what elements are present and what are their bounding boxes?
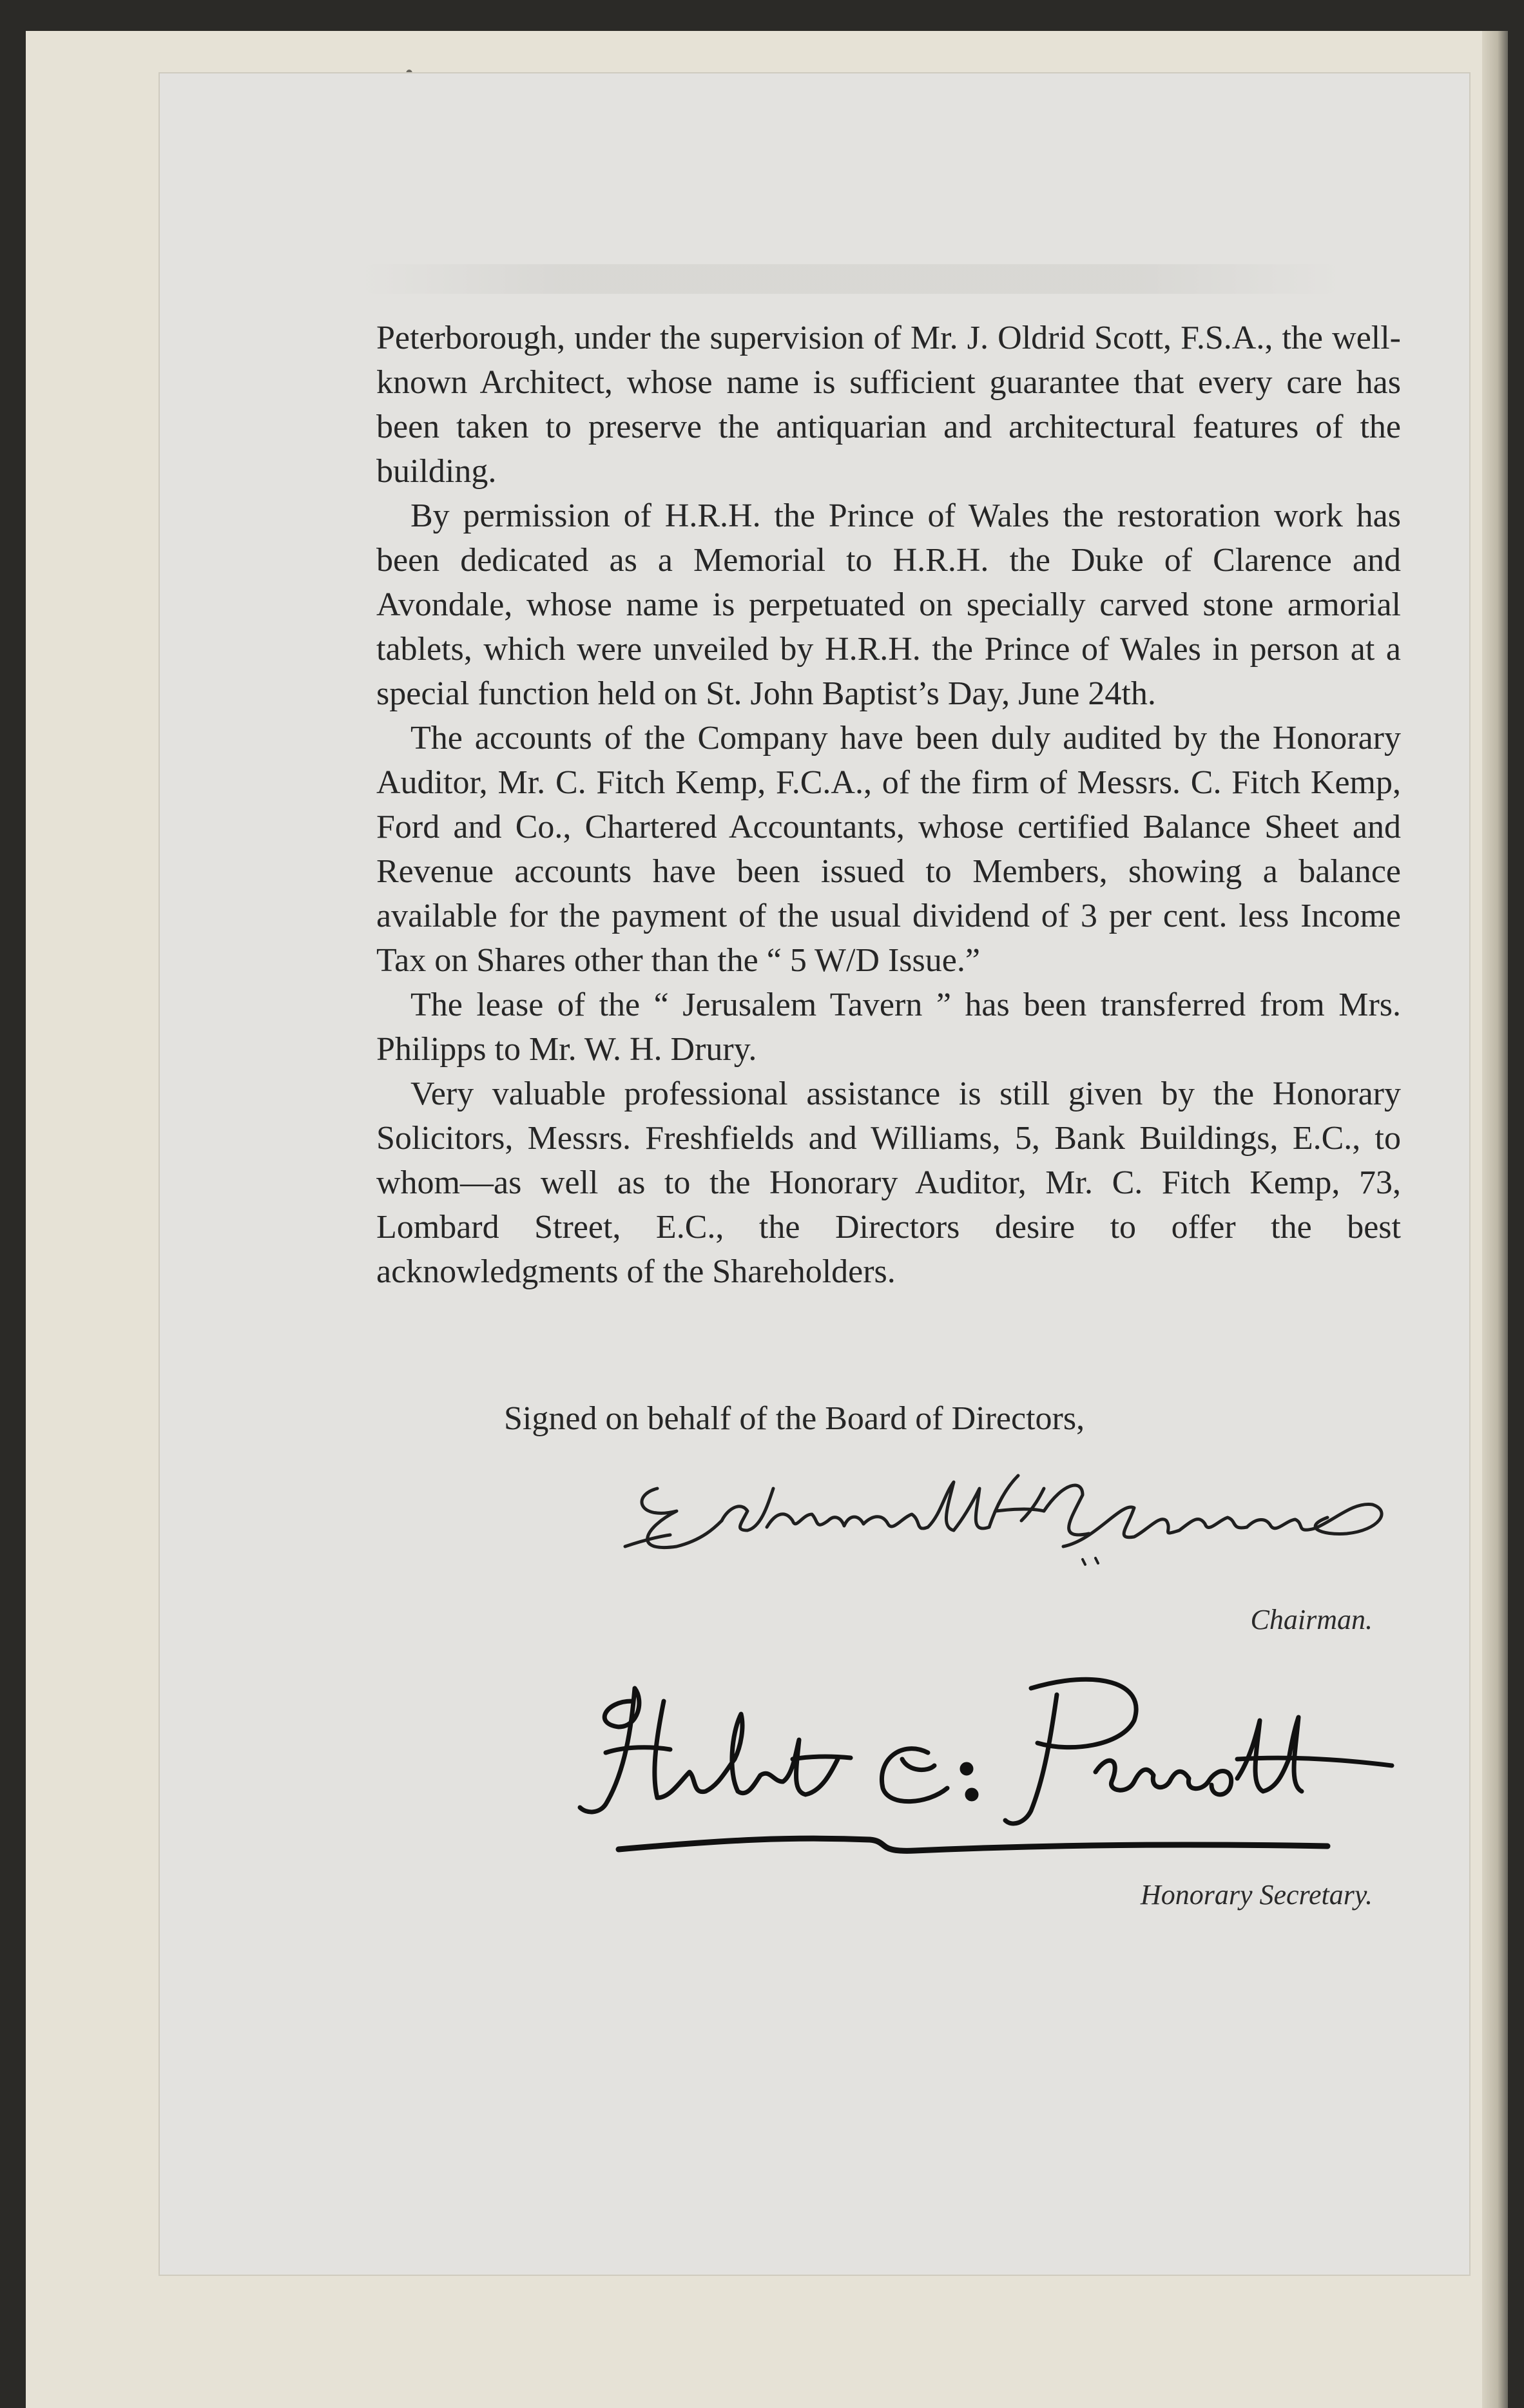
paragraph-4: The lease of the “ Jerusalem Tavern ” has been transferred from Mrs. Philipps to Mr. W. H. Drury. <box>376 987 1401 1068</box>
faded-show-through-heading <box>361 264 1340 294</box>
board-edge <box>1482 31 1508 2408</box>
paragraph-3: The accounts of the Company have been duly audited by the Honorary Auditor, Mr. C. Fitch Kemp, F.C.A., of the firm of Messrs. C. Fitch Kemp, Ford and Co., Chartered Accountants, whose certified Balance Sheet and Revenue accounts have been issued to Members, showing a balance available for the payment of the usual dividend of 3 per cent. less Income Tax on Shares other than the “ 5 W/D Issue.” <box>376 720 1401 979</box>
body-text <box>376 316 1401 1294</box>
signed-on-behalf-line: Signed on behalf of the Board of Directors, <box>504 1400 1085 1437</box>
chairman-signature <box>619 1450 1405 1592</box>
secretary-title: Honorary Secretary. <box>1140 1879 1373 1911</box>
paragraph-5: Very valuable professional assistance is still given by the Honorary Solicitors, Messrs. Freshfields and Williams, 5, Bank Buildings, E.C., to whom—as well as to the Honorary Auditor, Mr. C. Fitch Kemp, 73, Lombard Street, E.C., the Directors desire to offer the best acknowledgments of the Shareholders. <box>376 1075 1401 1290</box>
paragraph-1: Peterborough, under the supervision of Mr. J. Oldrid Scott, F.S.A., the well-known Architect, whose name is sufficient guarantee that every care has been taken to preserve the antiquarian and architectural features of the building. <box>376 320 1401 490</box>
secretary-signature <box>567 1662 1405 1875</box>
chairman-title: Chairman. <box>1250 1604 1373 1635</box>
paragraph-2: By permission of H.R.H. the Prince of Wales the restoration work has been dedicated as a Memorial to H.R.H. the Duke of Clarence and Avondale, whose name is perpetuated on specially carved stone armorial tablets, which were unveiled by H.R.H. the Prince of Wales in person at a special function held on St. John Baptist’s Day, June 24th. <box>376 497 1401 712</box>
